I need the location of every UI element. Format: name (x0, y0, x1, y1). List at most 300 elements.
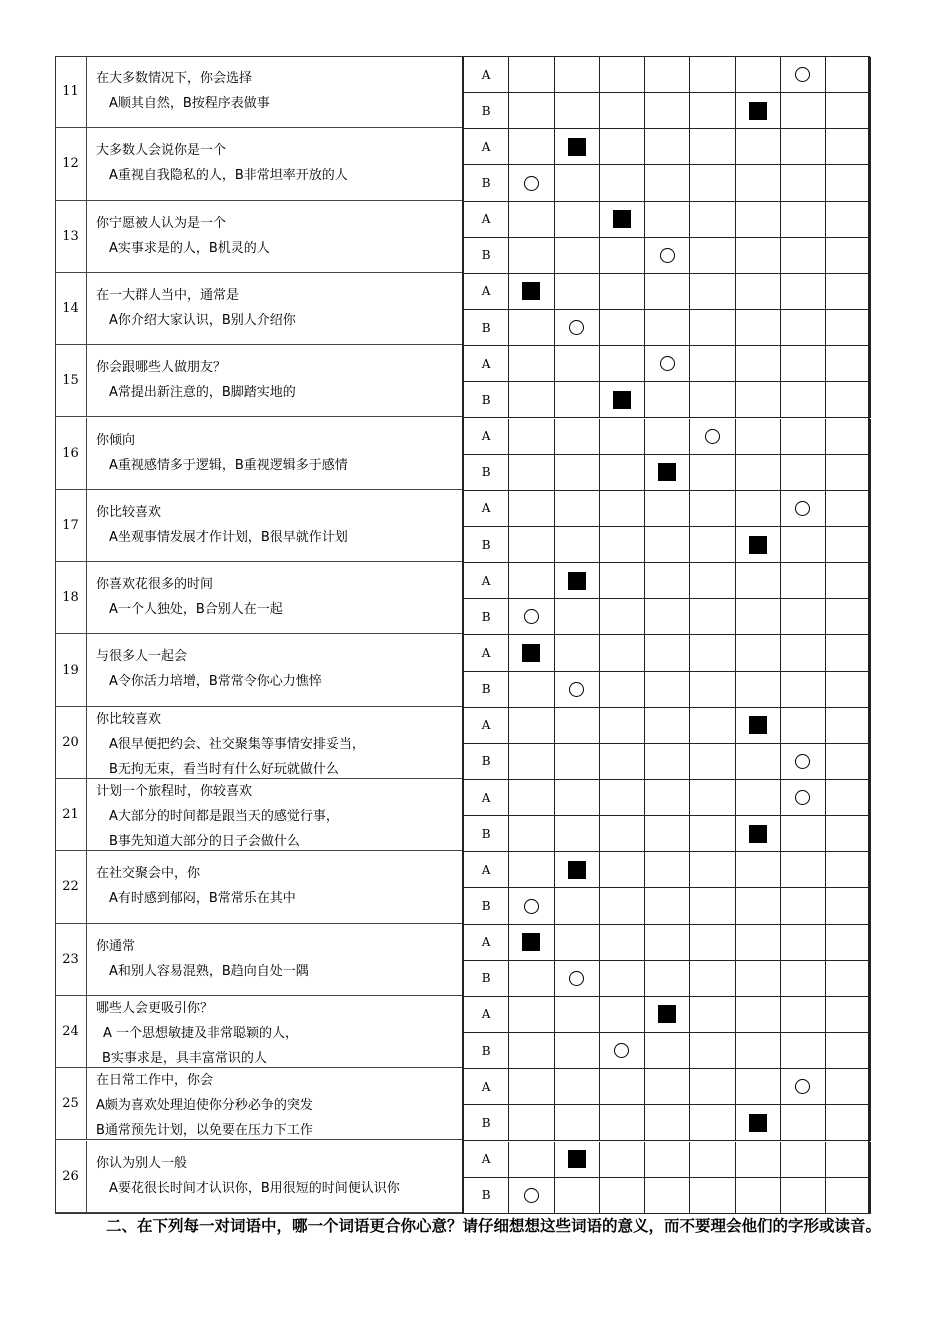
answer-cell[interactable] (826, 419, 871, 455)
answer-cell[interactable] (645, 129, 690, 165)
answer-cell[interactable] (781, 491, 826, 527)
question-prompt: 你比较喜欢 (96, 504, 162, 520)
answer-cell[interactable] (736, 1105, 781, 1141)
answer-cell[interactable] (736, 238, 781, 274)
answer-cell[interactable] (781, 925, 826, 961)
answer-cell[interactable] (509, 310, 554, 346)
answer-cell[interactable] (645, 1178, 690, 1214)
answer-cell[interactable] (690, 563, 735, 599)
open-circle-mark (660, 356, 675, 371)
answer-cell[interactable] (600, 816, 645, 852)
answer-cell[interactable] (600, 708, 645, 744)
answer-cell[interactable] (690, 780, 735, 816)
answer-cell[interactable] (509, 419, 554, 455)
answer-cell[interactable] (736, 563, 781, 599)
answer-cell[interactable] (555, 1142, 600, 1178)
answer-cell[interactable] (736, 997, 781, 1033)
answer-cell[interactable] (826, 1178, 871, 1214)
answer-cell[interactable] (509, 744, 554, 780)
answer-cell[interactable] (826, 238, 871, 274)
answer-cell[interactable] (736, 57, 781, 93)
answer-cell[interactable] (736, 274, 781, 310)
answer-cell[interactable] (781, 129, 826, 165)
answer-cell[interactable] (826, 491, 871, 527)
answer-cell[interactable] (645, 382, 690, 418)
answer-cell[interactable] (555, 382, 600, 418)
answer-cell[interactable] (600, 1178, 645, 1214)
answer-cell[interactable] (736, 165, 781, 201)
answer-cell[interactable] (555, 202, 600, 238)
answer-cell[interactable] (555, 635, 600, 671)
answer-cell[interactable] (509, 491, 554, 527)
answer-cell[interactable] (781, 744, 826, 780)
answer-cell[interactable] (690, 310, 735, 346)
answer-cell[interactable] (600, 780, 645, 816)
answer-cell[interactable] (826, 93, 871, 129)
question-option: A很早便把约会、社交聚集等事情安排妥当， (109, 736, 365, 752)
answer-cell[interactable] (781, 238, 826, 274)
question-prompt: 你会跟哪些人做朋友？ (96, 360, 227, 376)
answer-cell[interactable] (645, 744, 690, 780)
answer-cell[interactable] (826, 599, 871, 635)
answer-cell[interactable] (645, 1105, 690, 1141)
answer-cell[interactable] (555, 455, 600, 491)
answer-cell[interactable] (826, 274, 871, 310)
answer-cell[interactable] (826, 888, 871, 924)
question-prompt: 你倾向 (96, 432, 136, 448)
answer-cell[interactable] (555, 1033, 600, 1069)
answer-cell[interactable] (555, 93, 600, 129)
answer-cell[interactable] (645, 961, 690, 997)
answer-cell[interactable] (645, 165, 690, 201)
question-text (96, 1068, 458, 1143)
answer-cell[interactable] (826, 310, 871, 346)
question-text (96, 355, 458, 405)
answer-cell[interactable] (555, 599, 600, 635)
open-circle-mark (795, 67, 810, 82)
answer-cell[interactable] (509, 93, 554, 129)
answer-cell[interactable] (781, 274, 826, 310)
answer-cell[interactable] (690, 57, 735, 93)
answer-cell[interactable] (600, 455, 645, 491)
answer-cell[interactable] (781, 527, 826, 563)
answer-cell[interactable] (555, 165, 600, 201)
answer-cell[interactable] (781, 888, 826, 924)
answer-cell[interactable] (690, 165, 735, 201)
answer-cell[interactable] (645, 202, 690, 238)
answer-cell[interactable] (736, 419, 781, 455)
answer-cell[interactable] (509, 563, 554, 599)
open-circle-mark (614, 1043, 629, 1058)
answer-cell[interactable] (509, 165, 554, 201)
answer-cell[interactable] (690, 816, 735, 852)
answer-cell[interactable] (826, 997, 871, 1033)
answer-cell[interactable] (736, 346, 781, 382)
question-text (96, 707, 458, 782)
answer-cell[interactable] (555, 997, 600, 1033)
answer-cell[interactable] (645, 816, 690, 852)
answer-cell[interactable] (736, 1142, 781, 1178)
answer-cell[interactable] (509, 1033, 554, 1069)
answer-cell[interactable] (736, 672, 781, 708)
answer-cell[interactable] (600, 961, 645, 997)
answer-cell[interactable] (645, 1142, 690, 1178)
answer-cell[interactable] (555, 238, 600, 274)
answer-cell[interactable] (690, 708, 735, 744)
answer-cell[interactable] (781, 93, 826, 129)
answer-cell[interactable] (826, 1105, 871, 1141)
answer-cell[interactable] (555, 310, 600, 346)
answer-cell[interactable] (645, 635, 690, 671)
option-label-a: A (464, 780, 509, 816)
option-label-b: B (464, 165, 509, 201)
answer-cell[interactable] (645, 57, 690, 93)
answer-cell[interactable] (690, 274, 735, 310)
answer-cell[interactable] (509, 635, 554, 671)
answer-cell[interactable] (509, 455, 554, 491)
answer-cell[interactable] (826, 563, 871, 599)
answer-cell[interactable] (781, 852, 826, 888)
answer-cell[interactable] (645, 599, 690, 635)
answer-cell[interactable] (600, 1069, 645, 1105)
answer-cell[interactable] (826, 527, 871, 563)
answer-cell[interactable] (690, 346, 735, 382)
answer-cell[interactable] (509, 852, 554, 888)
open-circle-mark (524, 1188, 539, 1203)
answer-cell[interactable] (645, 238, 690, 274)
answer-cell[interactable] (781, 635, 826, 671)
answer-cell[interactable] (645, 708, 690, 744)
answer-cell[interactable] (509, 708, 554, 744)
answer-cell[interactable] (690, 1105, 735, 1141)
answer-cell[interactable] (600, 382, 645, 418)
answer-cell[interactable] (781, 708, 826, 744)
answer-cell[interactable] (736, 635, 781, 671)
answer-cell[interactable] (781, 455, 826, 491)
answer-cell[interactable] (690, 382, 735, 418)
answer-cell[interactable] (736, 744, 781, 780)
answer-cell[interactable] (555, 129, 600, 165)
option-label-b: B (464, 527, 509, 563)
answer-cell[interactable] (690, 635, 735, 671)
answer-cell[interactable] (781, 202, 826, 238)
answer-cell[interactable] (600, 238, 645, 274)
answer-cell[interactable] (826, 708, 871, 744)
answer-cell[interactable] (826, 925, 871, 961)
answer-cell[interactable] (826, 635, 871, 671)
answer-cell[interactable] (690, 961, 735, 997)
answer-cell[interactable] (826, 455, 871, 491)
answer-cell[interactable] (645, 93, 690, 129)
answer-cell[interactable] (826, 961, 871, 997)
answer-cell[interactable] (600, 57, 645, 93)
question-option: A实事求是的人，B机灵的人 (109, 240, 270, 256)
answer-cell[interactable] (509, 672, 554, 708)
question-number: 22 (55, 851, 87, 922)
answer-cell[interactable] (736, 129, 781, 165)
answer-cell[interactable] (781, 165, 826, 201)
answer-cell[interactable] (736, 491, 781, 527)
answer-cell[interactable] (509, 1105, 554, 1141)
answer-cell[interactable] (736, 455, 781, 491)
answer-cell[interactable] (690, 672, 735, 708)
answer-cell[interactable] (555, 527, 600, 563)
answer-cell[interactable] (600, 925, 645, 961)
filled-square-mark (568, 1150, 586, 1168)
answer-cell[interactable] (555, 1178, 600, 1214)
answer-cell[interactable] (509, 238, 554, 274)
filled-square-mark (613, 210, 631, 228)
answer-cell[interactable] (555, 1069, 600, 1105)
answer-cell[interactable] (781, 1105, 826, 1141)
answer-cell[interactable] (645, 672, 690, 708)
answer-cell[interactable] (826, 1142, 871, 1178)
question-number: 18 (55, 562, 87, 633)
question-prompt: 你认为别人一般 (96, 1155, 188, 1171)
answer-cell[interactable] (600, 419, 645, 455)
answer-cell[interactable] (600, 1105, 645, 1141)
answer-cell[interactable] (600, 274, 645, 310)
answer-cell[interactable] (690, 202, 735, 238)
answer-cell[interactable] (645, 925, 690, 961)
answer-cell[interactable] (555, 925, 600, 961)
answer-cell[interactable] (600, 744, 645, 780)
answer-cell[interactable] (555, 744, 600, 780)
answer-cell[interactable] (645, 346, 690, 382)
answer-cell[interactable] (690, 129, 735, 165)
open-circle-mark (524, 609, 539, 624)
answer-cell[interactable] (600, 635, 645, 671)
option-label-a: A (464, 491, 509, 527)
answer-cell[interactable] (645, 1069, 690, 1105)
answer-cell[interactable] (509, 961, 554, 997)
answer-cell[interactable] (690, 238, 735, 274)
answer-cell[interactable] (645, 310, 690, 346)
answer-cell[interactable] (645, 491, 690, 527)
answer-cell[interactable] (736, 382, 781, 418)
open-circle-mark (660, 248, 675, 263)
answer-cell[interactable] (781, 382, 826, 418)
answer-cell[interactable] (736, 888, 781, 924)
question-option: A重视自我隐私的人，B非常坦率开放的人 (109, 168, 348, 184)
answer-cell[interactable] (555, 852, 600, 888)
answer-cell[interactable] (555, 419, 600, 455)
answer-cell[interactable] (509, 202, 554, 238)
answer-cell[interactable] (555, 961, 600, 997)
answer-cell[interactable] (645, 1033, 690, 1069)
answer-cell[interactable] (690, 852, 735, 888)
answer-cell[interactable] (781, 1142, 826, 1178)
answer-cell[interactable] (781, 346, 826, 382)
open-circle-mark (795, 501, 810, 516)
answer-cell[interactable] (736, 816, 781, 852)
answer-cell[interactable] (645, 997, 690, 1033)
answer-cell[interactable] (509, 925, 554, 961)
answer-cell[interactable] (826, 1069, 871, 1105)
answer-cell[interactable] (690, 491, 735, 527)
answer-cell[interactable] (509, 1178, 554, 1214)
answer-cell[interactable] (600, 888, 645, 924)
question-option: A要花很长时间才认识你，B用很短的时间便认识你 (109, 1180, 400, 1196)
answer-cell[interactable] (509, 527, 554, 563)
answer-cell[interactable] (781, 780, 826, 816)
answer-cell[interactable] (555, 1105, 600, 1141)
answer-cell[interactable] (555, 491, 600, 527)
question-option: A有时感到郁闷，B常常乐在其中 (109, 891, 296, 907)
answer-cell[interactable] (690, 599, 735, 635)
answer-cell[interactable] (690, 93, 735, 129)
answer-cell[interactable] (781, 1069, 826, 1105)
answer-cell[interactable] (645, 455, 690, 491)
answer-cell[interactable] (690, 1069, 735, 1105)
answer-cell[interactable] (600, 129, 645, 165)
answer-cell[interactable] (509, 129, 554, 165)
answer-cell[interactable] (690, 1033, 735, 1069)
answer-cell[interactable] (645, 780, 690, 816)
answer-cell[interactable] (690, 997, 735, 1033)
answer-cell[interactable] (826, 57, 871, 93)
answer-cell[interactable] (600, 491, 645, 527)
answer-cell[interactable] (690, 888, 735, 924)
answer-cell[interactable] (555, 563, 600, 599)
answer-cell[interactable] (781, 961, 826, 997)
answer-cell[interactable] (645, 419, 690, 455)
answer-cell[interactable] (600, 997, 645, 1033)
answer-cell[interactable] (690, 925, 735, 961)
answer-cell[interactable] (736, 1033, 781, 1069)
answer-cell[interactable] (555, 672, 600, 708)
answer-cell[interactable] (600, 346, 645, 382)
answer-cell[interactable] (826, 346, 871, 382)
answer-cell[interactable] (781, 1178, 826, 1214)
option-label-a: A (464, 635, 509, 671)
answer-cell[interactable] (645, 274, 690, 310)
filled-square-mark (568, 138, 586, 156)
answer-cell[interactable] (826, 744, 871, 780)
filled-square-mark (749, 102, 767, 120)
answer-cell[interactable] (645, 563, 690, 599)
answer-cell[interactable] (645, 888, 690, 924)
answer-cell[interactable] (736, 1069, 781, 1105)
answer-cell[interactable] (736, 93, 781, 129)
answer-cell[interactable] (600, 599, 645, 635)
open-circle-mark (705, 429, 720, 444)
question-prompt: 你喜欢花很多的时间 (96, 577, 214, 593)
answer-cell[interactable] (736, 852, 781, 888)
answer-cell[interactable] (826, 165, 871, 201)
question-prompt: 你宁愿被人认为是一个 (96, 215, 227, 231)
answer-cell[interactable] (555, 57, 600, 93)
answer-cell[interactable] (600, 165, 645, 201)
answer-cell[interactable] (645, 527, 690, 563)
answer-cell[interactable] (600, 563, 645, 599)
answer-cell[interactable] (781, 419, 826, 455)
answer-cell[interactable] (736, 599, 781, 635)
question-prompt: 计划一个旅程时，你较喜欢 (96, 784, 253, 799)
answer-cell[interactable] (781, 57, 826, 93)
section-two-instruction: 二、在下列每一对词语中，哪一个词语更合你心意？请仔细想想这些词语的意义，而不要理会他们的字形或读音。 (106, 1217, 882, 1235)
answer-cell[interactable] (736, 708, 781, 744)
answer-cell[interactable] (555, 708, 600, 744)
answer-cell[interactable] (826, 816, 871, 852)
answer-cell[interactable] (509, 346, 554, 382)
answer-cell[interactable] (600, 310, 645, 346)
option-label-b: B (464, 1178, 509, 1214)
answer-cell[interactable] (600, 672, 645, 708)
answer-cell[interactable] (781, 1033, 826, 1069)
answer-cell[interactable] (600, 852, 645, 888)
answer-cell[interactable] (736, 925, 781, 961)
option-label-a: A (464, 563, 509, 599)
answer-cell[interactable] (781, 599, 826, 635)
answer-cell[interactable] (509, 816, 554, 852)
answer-cell[interactable] (555, 816, 600, 852)
answer-cell[interactable] (826, 1033, 871, 1069)
answer-cell[interactable] (826, 672, 871, 708)
answer-cell[interactable] (781, 310, 826, 346)
answer-cell[interactable] (826, 852, 871, 888)
answer-cell[interactable] (736, 310, 781, 346)
question-row (55, 779, 462, 851)
answer-cell[interactable] (781, 997, 826, 1033)
answer-cell[interactable] (509, 274, 554, 310)
answer-cell[interactable] (509, 57, 554, 93)
answer-cell[interactable] (509, 382, 554, 418)
option-label-a: A (464, 997, 509, 1033)
answer-cell[interactable] (600, 527, 645, 563)
answer-cell[interactable] (736, 527, 781, 563)
answer-cell[interactable] (690, 527, 735, 563)
answer-cell[interactable] (600, 1142, 645, 1178)
answer-cell[interactable] (509, 1142, 554, 1178)
answer-cell[interactable] (509, 997, 554, 1033)
question-row (55, 634, 462, 706)
answer-cell[interactable] (645, 852, 690, 888)
answer-cell[interactable] (826, 129, 871, 165)
option-label-b: B (464, 455, 509, 491)
answer-cell[interactable] (509, 780, 554, 816)
answer-cell[interactable] (600, 202, 645, 238)
answer-cell[interactable] (509, 888, 554, 924)
answer-cell[interactable] (736, 1178, 781, 1214)
answer-cell[interactable] (736, 961, 781, 997)
answer-cell[interactable] (555, 888, 600, 924)
question-text (96, 779, 458, 854)
answer-cell[interactable] (600, 1033, 645, 1069)
option-label-b: B (464, 310, 509, 346)
answer-cell[interactable] (509, 599, 554, 635)
answer-cell[interactable] (555, 346, 600, 382)
answer-cell[interactable] (690, 455, 735, 491)
answer-cell[interactable] (781, 672, 826, 708)
answer-cell[interactable] (736, 780, 781, 816)
answer-cell[interactable] (826, 382, 871, 418)
answer-cell[interactable] (690, 1142, 735, 1178)
answer-cell[interactable] (826, 202, 871, 238)
answer-cell[interactable] (781, 816, 826, 852)
answer-cell[interactable] (690, 744, 735, 780)
question-number: 23 (55, 924, 87, 995)
answer-cell[interactable] (826, 780, 871, 816)
answer-cell[interactable] (690, 1178, 735, 1214)
answer-cell[interactable] (781, 563, 826, 599)
answer-cell[interactable] (690, 419, 735, 455)
answer-cell[interactable] (736, 202, 781, 238)
answer-cell[interactable] (555, 274, 600, 310)
answer-cell[interactable] (555, 780, 600, 816)
answer-cell[interactable] (600, 93, 645, 129)
answer-cell[interactable] (509, 1069, 554, 1105)
